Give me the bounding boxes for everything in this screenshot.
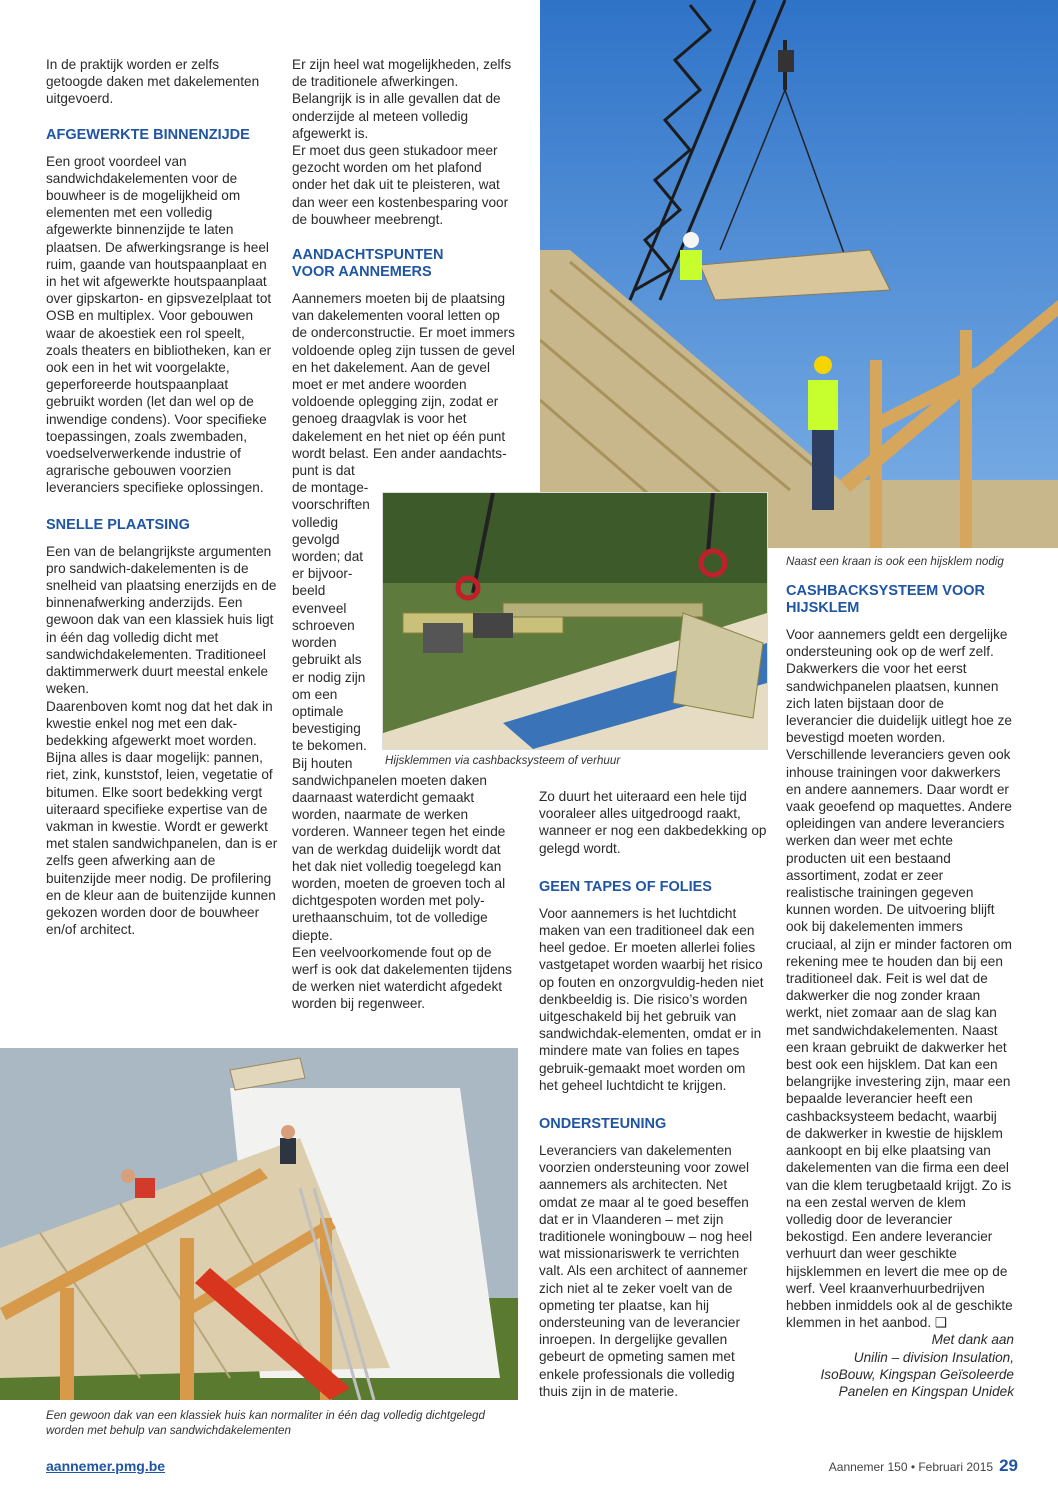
text-line: de montage-: [292, 480, 369, 496]
house-photo-illustration: [0, 1048, 518, 1400]
credits-line: Unilin – division Insulation,: [853, 1349, 1014, 1365]
column-1: [46, 56, 278, 938]
paragraph: Er moet dus geen stukadoor meer gezocht worden om het plafond onder het dak uit te pleisteren, wat dan weer een kostenbesparing voor de bouwheer meebrengt.: [292, 143, 509, 227]
text-line: er bijvoor-: [292, 566, 353, 582]
text-line: worden; dat: [292, 549, 364, 565]
paragraph: Aannemers moeten bij de plaatsing van dakelementen vooral letten op de onderconstructie. Er moet immers voldoende opleg zijn tussen de gevel en het dakelement. Aan de gevel moet er met andere woorden voldoende oplegging zijn, zodat er genoeg draagvlak is voor het dakelement en het niet op één punt wordt belast. Een ander aandachts-punt is dat: [292, 291, 515, 479]
paragraph: Zo duurt het uiteraard een hele tijd vooraleer alles uitgedroogd raakt, wanneer er nog een dakbedekking op gelegd wordt.: [539, 789, 767, 856]
paragraph: Er zijn heel wat mogelijkheden, zelfs de traditionele afwerkingen. Belangrijk is in alle gevallen dat de onderzijde al meteen volledig afgewerkt is.: [292, 57, 512, 141]
paragraph: Een van de belangrijkste argumenten pro sandwich-dakelementen is de snelheid van plaatsing enerzijds en de binnenafwerking anderzijds. Een gewoon dak van een klassiek huis ligt in één dag volledig dicht met sandwichdakelementen. Traditioneel daktimmerwerk duurt meestal enkele weken.: [46, 543, 277, 697]
heading-aandachtspunten: AANDACHTSPUNTEN VOOR AANNEMERS: [292, 247, 444, 281]
credits: [786, 1331, 1014, 1400]
paragraph: Een groot voordeel van sandwichdakelementen voor de bouwheer is de mogelijkheid om elementen met een volledig afgewerkte binnenzijde te laten plaatsen. De afwerkingsrange is heel ruim, gaande van houtspaanplaat en in het wit afgewerkte houtspaanplaat over gipskarton- en gipsvezelplaat tot OSB en multiplex. Voor gebouwen waar de akoestiek een rol speelt, zoals theaters en bibliotheken, kan er ook een in het wit voorgelakte, geperforeerde houtspaanplaat gebruikt worden (let dan wel op de inwendige condens). Voor specifieke toepassingen, zoals zwembaden, voedselverwerkende industrie of agrarische gebouwen voorzien leveranciers specifieke oplossingen.: [46, 153, 272, 496]
paragraph: Daarenboven komt nog dat het dak in kwestie enkel nog met een dak-bedekking afgewerkt moet worden. Bijna alles is daar mogelijk: pannen, riet, zink, kunststof, leien, vegetatie of bitumen. Elke soort bedekking vergt uiteraard specifieke expertise van de vakman in kwestie. Wordt er gewerkt met stalen sandwichpanelen, dan is er zelfs geen afwerking aan de buitenzijde meer nodig. De profilering en de kleur aan de buitenzijde kunnen gekozen worden door de bouwheer en/of architect.: [46, 698, 278, 938]
credits-line: Panelen en Kingspan Unidek: [838, 1383, 1014, 1399]
clamp-photo-illustration: [383, 493, 767, 749]
footer-website-link[interactable]: aannemer.pmg.be: [46, 1458, 166, 1474]
text-line: schroeven: [292, 617, 355, 633]
text-line: gevolgd: [292, 531, 340, 547]
text-line: Bij houten: [292, 755, 353, 771]
heading-ondersteuning: ONDERSTEUNING: [539, 1116, 667, 1133]
clamp-caption: Hijsklemmen via cashbacksysteem of verhuur: [385, 754, 621, 767]
house-photo: [0, 1048, 518, 1400]
footer-issue-info: [829, 1456, 1018, 1476]
column-3: [539, 788, 767, 1400]
footer-issue: Aannemer 150 • Februari 2015: [828, 1460, 994, 1474]
intro-text: In de praktijk worden er zelfs getoogde daken met dakelementen uitgevoerd.: [46, 57, 260, 107]
text-line: om een: [292, 686, 338, 702]
narrow-text-block: [292, 479, 378, 771]
text-line: beeld: [292, 583, 326, 599]
heading-cashbacksysteem: CASHBACKSYSTEEM VOOR HIJSKLEM: [786, 583, 985, 616]
column-4: [786, 583, 1014, 1400]
paragraph: Een veelvoorkomende fout op de werf is ook dat dakelementen tijdens de werken niet waterdicht afgedekt worden bij regenweer.: [292, 944, 512, 1012]
clamp-photo: [382, 492, 768, 750]
paragraph: sandwichpanelen moeten daken daarnaast waterdicht gemaakt worden, naarmate de werken vorderen. Wanneer tegen het einde van de werkdag duidelijk wordt dat het dak niet volledig toegelegd kan worden, moeten de groeven toch al dichtgespoten worden met poly-urethaanschuim, tot de volledige diepte.: [292, 772, 506, 943]
crane-photo-illustration: [540, 0, 1058, 548]
crane-caption: Naast een kraan is ook een hijsklem nodig: [786, 555, 1004, 568]
text-line: voorschriften: [292, 497, 370, 513]
crane-photo: [540, 0, 1058, 548]
page-number: 29: [999, 1456, 1018, 1475]
text-line: optimale: [292, 703, 344, 719]
heading-geen-tapes: GEEN TAPES OF FOLIES: [539, 878, 712, 895]
text-line: gebruikt als: [292, 652, 362, 668]
text-line: bevestiging: [292, 721, 361, 737]
credits-line: Met dank aan: [931, 1332, 1014, 1348]
text-line: te bekomen.: [292, 738, 367, 754]
credits-line: IsoBouw, Kingspan Geïsoleerde: [820, 1366, 1014, 1382]
paragraph: Leveranciers van dakelementen voorzien ondersteuning voor zowel aannemers als architecten. Net omdat ze maar al te goed beseffen dat er in Vlaanderen – met zijn traditionele woningbouw – nog heel wat missionariswerk te verrichten valt. Als een architect of aannemer zich niet al te zeker voelt van de opmeting ter plaatse, kan hij ondersteuning van de leverancier inroepen. In dergelijke gevallen gebeurt de opmeting samen met enkele professionals die volledig thuis zijn in de materie.: [539, 1143, 753, 1399]
heading-snelle-plaatsing: SNELLE PLAATSING: [46, 516, 190, 533]
text-line: er nodig zijn: [292, 669, 366, 685]
text-line: evenveel: [292, 600, 347, 616]
heading-afgewerkte-binnenzijde: AFGEWERKTE BINNENZIJDE: [46, 126, 250, 143]
text-line: volledig: [292, 514, 339, 530]
house-caption: Een gewoon dak van een klassiek huis kan normaliter in één dag volledig dichtgelegd worden met behulp van sandwichdakelementen: [46, 1409, 485, 1437]
paragraph: Voor aannemers is het luchtdicht maken van een traditioneel dak een heel gedoe. Er moeten allerlei folies vastgetapet worden waarbij het risico op fouten en onzorgvuldig-heden niet denkbeeldig is. Die risico’s worden uitgeschakeld bij het gebruik van sandwichdak-elementen, omdat er in mindere mate van folies en tapes gebruik-gemaakt moet worden om het geheel luchtdicht te krijgen.: [539, 905, 764, 1093]
text-line: worden: [292, 635, 337, 651]
paragraph: Voor aannemers geldt een dergelijke ondersteuning ook op de werf zelf. Dakwerkers die voor het eerst sandwichpanelen plaatsen, kunnen zich laten bijstaan door de leverancier die duidelijk uitlegt hoe ze bevestigd moeten worden. Verschillende leveranciers geven ook inhouse trainingen voor dakwerkers en andere aannemers. Daar wordt er vaak geoefend op maquettes. Andere opleidingen van andere leveranciers werken dan weer met echte producten uit een bestaand assortiment, zodat er zeer realistische trainingen gegeven kunnen worden. De uitvoering blijft ook bij dakelementen immers cruciaal, al zijn er minder factoren om rekening mee te houden dan bij een traditioneel dak. Feit is wel dat de dakwerker die nog zonder kraan werkt, niet zomaar aan de slag kan met sandwichdakelementen. Naast een kraan gebruikt de dakwerker het best ook een hijsklem. Dat kan een belangrijke investering zijn, maar een bepaalde leverancier heeft een cashbacksysteem bedacht, waarbij de dakwerker in kwestie de hijsklem aankoopt en bij elke plaatsing van dakelementen van die firma een deel van die klem terugbetaald krijgt. Zo is na een zestal werven de klem volledig door de leverancier bekostigd. Een andere leverancier verhuurt dan weer geschikte hijsklemmen en levert die mee op de werf. Veel kraanverhuurbedrijven hebben inmiddels ook al de geschikte klemmen in het aanbod. ❑: [786, 627, 1013, 1331]
